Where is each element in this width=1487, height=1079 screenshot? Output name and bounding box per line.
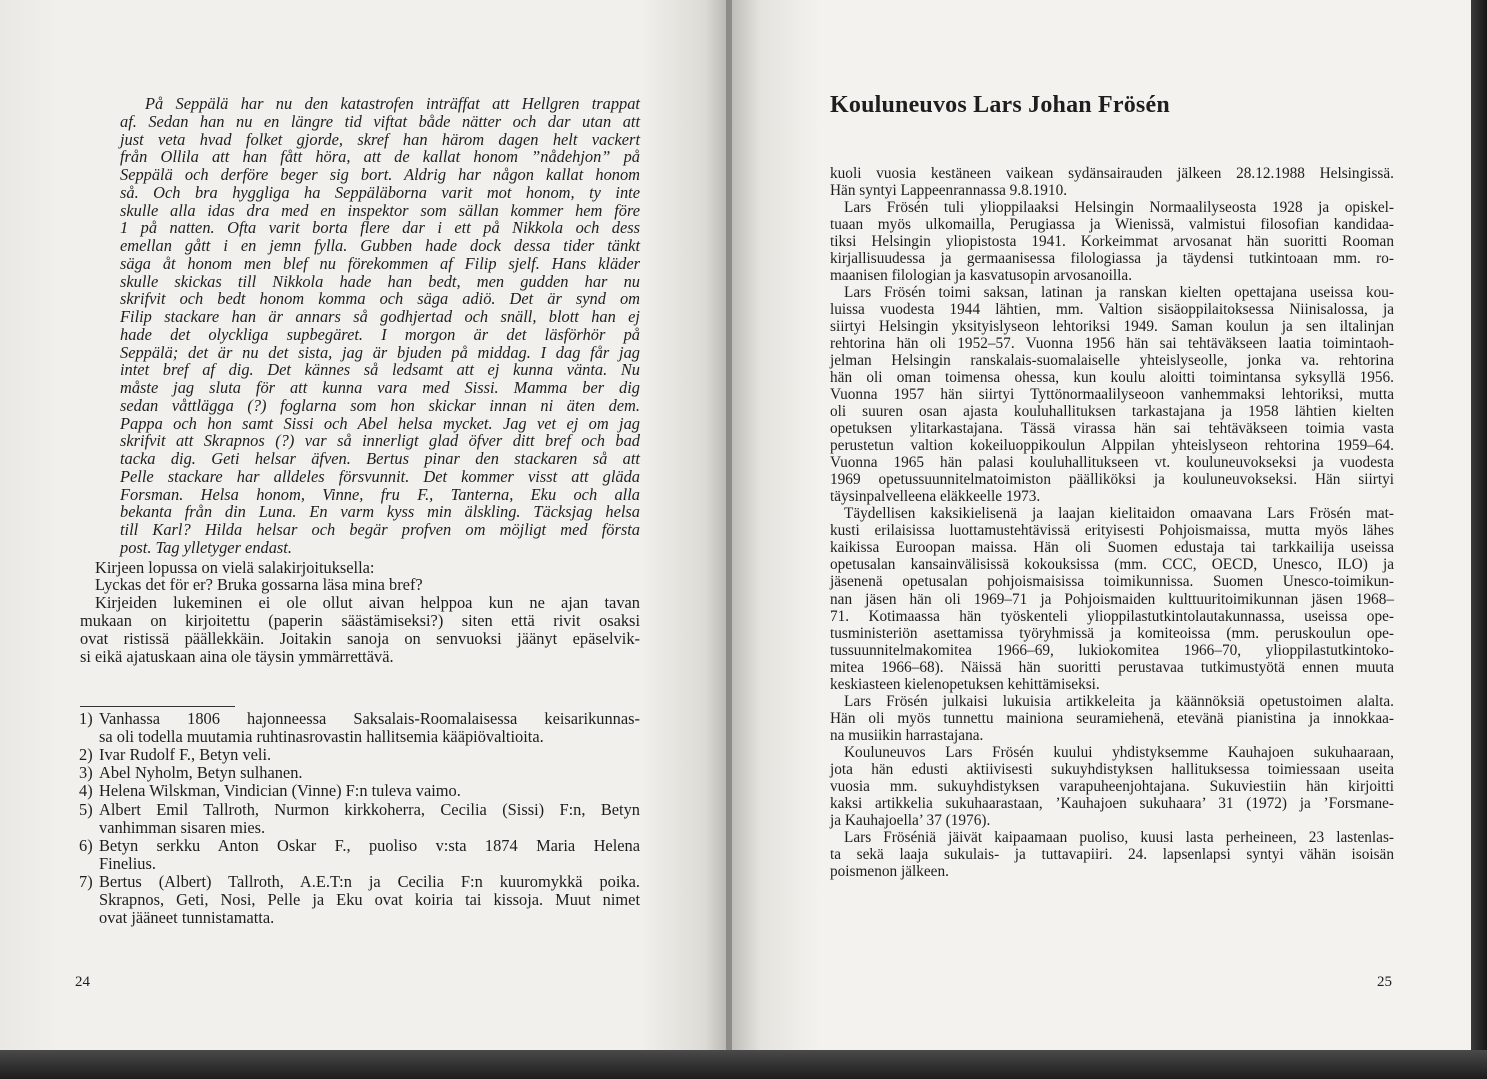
article-line: siirtyi Helsingin yksityislyseon lehtoriksi 1949. Saman koulun ja sen iltalinjan <box>830 318 1394 336</box>
letter-line: skrifvit att Skrapnos (?) var så innerligt glad öfver ditt bref och bad <box>120 431 640 451</box>
article-line: rehtorina hän oli 1952–57. Vuonna 1956 hän sai tehtäväkseen laatia toimintaoh- <box>830 335 1394 353</box>
footnote-number: 2) <box>79 745 93 765</box>
letter-line: skulle alla idas dra med en inspektor som sällan kommer hem före <box>120 200 640 220</box>
footnote-line: Betyn serkku Anton Oskar F., puoliso v:sta 1874 Maria Helena <box>99 835 640 855</box>
article-line: Vuonna 1965 hän palasi kouluhallitukseen vt. kouluneuvokseksi ja vuodesta <box>830 454 1394 472</box>
article-line: tiksi Helsingin yliopistosta 1941. Korkeimmat arvosanat hän suoritti Rooman <box>830 233 1394 251</box>
letter-line: så. Och bra hyggliga ha Seppäläborna varit mot honom, ty inte <box>120 182 640 202</box>
letter-line: emellan gått i en jemn fylla. Gubben hade dock dessa tider tänkt <box>120 236 640 255</box>
footnote-line: Finelius. <box>99 853 156 873</box>
letter-line: just veta hvad folket gjorde, skref han härom dagen helt vackert <box>120 129 640 149</box>
footnote-number: 4) <box>79 781 93 801</box>
footnote-line: Bertus (Albert) Tallroth, A.E.T:n ja Cecilia F:n kuuromykkä poika. <box>99 871 640 891</box>
footnote-line: Helena Wilskman, Vindician (Vinne) F:n tuleva vaimo. <box>99 781 461 801</box>
article-line: tuaan myös ulkomailla, Perugiassa ja Wienissä, valmistui filosofian kandidaa- <box>830 216 1394 234</box>
letter-line: 1 på natten. Ofta varit borta flere dar i ett på Nikkola och dess <box>120 218 640 238</box>
letter-line: Forsman. Helsa honom, Vinne, fru F., Tanterna, Eku och alla <box>120 484 640 504</box>
article-line: ja Kauhajoella’ 37 (1976). <box>830 811 991 829</box>
article-line: 71. Kotimaassa hän työskenteli ylioppilastutkintolautakunnassa, useissa ope- <box>830 607 1394 625</box>
article-line: opetuksen ylitarkastajana. Tässä virassa hän sai tehtäväkseen toimia vasta <box>830 420 1394 438</box>
letter-line: måste jag sluta för att kunna vara med Sissi. Mamma ber dig <box>120 378 640 397</box>
footnote-number: 5) <box>79 799 93 819</box>
footnote-line: sa oli todella muutamia ruhtinasrovastin hallitsemia kääpiövaltioita. <box>99 727 544 747</box>
scan-edge <box>1471 0 1487 1050</box>
article-line: kirjallisuudessa ja germaanisessa filologiassa ja täydensi tutkintoaan mm. ro- <box>830 250 1394 268</box>
footnote-line: Albert Emil Tallroth, Nurmon kirkkoherra, Cecilia (Sissi) F:n, Betyn <box>99 799 640 819</box>
body-line: Kirjeiden lukeminen ei ole ollut aivan helppoa kun ne ajan tavan <box>95 593 640 613</box>
article-line: Kouluneuvos Lars Frösén kuului yhdistyksemme Kauhajoen sukuhaaraan, <box>844 743 1394 761</box>
footnote-number: 3) <box>79 763 93 783</box>
footnote-number: 6) <box>79 835 93 855</box>
letter-line: till Karl? Hilda helsar och begär profven om möjligt med första <box>120 520 640 539</box>
article-line: Lars Frösén tuli ylioppilaaksi Helsingin Normaalilyseosta 1928 ja opiskel- <box>844 199 1394 217</box>
letter-line: Pappa och hon samt Sissi och Abel helsa mycket. Jag vet ej om jag <box>120 413 640 433</box>
article-title: Kouluneuvos Lars Johan Frösén <box>830 92 1170 118</box>
article-line: tusministeriön asettamissa työryhmissä ja komiteoissa (mm. peruskoulun ope- <box>830 624 1394 642</box>
article-line: na musiikin harrastajana. <box>830 726 984 744</box>
article-line: kusti erilaisissa luottamustehtävissä erityisesti Pohjoismaissa, mutta myös lähes <box>830 522 1394 540</box>
page-number-right: 25 <box>1377 974 1392 990</box>
footnote-line: vanhimman sisaren mies. <box>99 817 266 837</box>
article-line: Lars Frösén toimi saksan, latinan ja ranskan kielten opettajana useissa kou- <box>844 284 1394 302</box>
article-line: poismenon jälkeen. <box>830 862 949 880</box>
article-line: kaksi artikkelia sukuhaarastaan, ’Kauhajoen sukuhaara’ 31 (1972) ja ’Forsmane- <box>830 794 1394 812</box>
letter-line: sedan våttlägga (?) foglarna som hon skickar innan ni äten dem. <box>120 395 640 415</box>
letter-line: från Ollila att han fått höra, att de kallat honom ”nådehjon” på <box>120 147 640 167</box>
letter-line: post. Tag ylletyger endast. <box>120 537 292 557</box>
article-line: 1969 opetussuunnitelmatoimiston päälliköksi ja kouluneuvokseksi. Hän siirtyi <box>830 471 1394 489</box>
article-line: keskiasteen kielenopetuksen kehittämiseksi. <box>830 675 1100 693</box>
letter-line: bekanta från din Luna. En varm kyss min älskling. Täcksjag helsa <box>120 502 640 522</box>
footnote-line: Ivar Rudolf F., Betyn veli. <box>99 745 272 765</box>
article-line: Hän oli myös tunnettu mainiona seuramiehenä, etevänä pianistina ja innokkaa- <box>830 709 1394 727</box>
article-line: opetusalan kansainvälisissä kokouksissa (mm. CCC, OECD, Unesco, ILO) ja <box>830 556 1394 574</box>
body-line: Kirjeen lopussa on vielä salakirjoituksella: <box>95 557 375 577</box>
footnote-number: 7) <box>79 871 93 891</box>
article-line: luissa vuodesta 1944 lähtien, mm. Valtion sisäoppilaitoksessa Niinisalossa, ja <box>830 301 1394 319</box>
body-line: mukaan on kirjoitettu (paperin säästämiseksi?) siten että rivit osaksi <box>80 610 640 630</box>
article-line: oli suuren osan ajasta kouluhallituksen tarkastajana ja 1958 lähtien kielten <box>830 403 1394 421</box>
letter-line: skrifvit och bedt honom komma och säga adiö. Det är synd om <box>120 289 640 309</box>
page-number-left: 24 <box>75 974 90 990</box>
letter-line: Seppälä; det är nu det sista, jag är bjuden på middag. I dag får jag <box>120 342 640 362</box>
letter-line: säga åt honom men blef nu förekommen af Filip sjelf. Hans kläder <box>120 253 640 273</box>
letter-line: Pelle stackare har alldeles försvunnit. Det kommer visst att gläda <box>120 466 640 486</box>
letter-line: På Seppälä har nu den katastrofen inträffat att Hellgren trappat <box>145 94 640 113</box>
footnote-number: 1) <box>79 709 93 728</box>
article-line: vuosia mm. sukuyhdistyksen varapuheenjohtajana. Sukuviestiin hän kirjoitti <box>830 777 1394 795</box>
article-line: hän oli oman toimensa ohessa, kun koulu aloitti toimintansa syksyllä 1956. <box>830 369 1394 387</box>
article-line: mitea 1966–68). Näissä hän suoritti perustavaa tutkimustyötä ennen muuta <box>830 658 1394 676</box>
article-line: Täydellisen kaksikielisenä ja laajan kielitaidon omaavana Lars Frösén mat- <box>844 505 1394 523</box>
article-line: maanisen filologian ja kasvatusopin arvosanoilla. <box>830 267 1133 285</box>
book-gutter <box>726 0 732 1050</box>
body-line: si eikä ajatuskaan aina ole täysin ymmärrettävä. <box>80 646 394 666</box>
footnote-line: ovat jääneet tunnistamatta. <box>99 908 275 928</box>
footnote-line: Vanhassa 1806 hajonneessa Saksalais-Roomalaisessa keisarikunnas- <box>99 709 640 728</box>
article-line: jota hän edusti aktiivisesti sukuyhdistyksen hallituksessa toimiessaan useita <box>830 760 1394 778</box>
article-line: jäsenenä opetusalan pohjoismaisissa toimikunnissa. Suomen Unesco-toimikun- <box>830 573 1394 591</box>
scan-bottom-edge <box>0 1050 1487 1079</box>
letter-line: af. Sedan han nu en längre tid viftat både nätter och dar utan att <box>120 111 640 131</box>
body-line: Lyckas det för er? Bruka gossarna läsa mina bref? <box>95 575 423 595</box>
article-line: jelman Helsingin ranskalais-suomalaiselle yhteislyseolle, jonka va. rehtorina <box>830 352 1394 370</box>
footnote-line: Skrapnos, Geti, Nosi, Pelle ja Eku ovat koiria tai kissoja. Muut nimet <box>99 890 640 909</box>
article-line: täysinpalvelleena eläkkeelle 1973. <box>830 488 1041 506</box>
letter-line: intet bref af dig. Det kännes så ledsamt att ej kunna vänta. Nu <box>120 360 640 380</box>
article-line: Vuonna 1957 hän siirtyi Tyttönormaalilyseoon vanhemmaksi lehtoriksi, mutta <box>830 386 1394 404</box>
letter-line: Filip stackare han är annars så godhjertad och snäll, blott han ej <box>120 307 640 326</box>
body-line: ovat ristissä päällekkäin. Joitakin sanoja on senvuoksi jäänyt epäselvik- <box>80 628 640 648</box>
article-line: Hän syntyi Lappeenrannassa 9.8.1910. <box>830 182 1068 200</box>
article-line: nan jäsen hän oli 1969–71 ja Pohjoismaiden kulttuuritoimikunnan jäsen 1968– <box>830 590 1394 608</box>
letter-line: skulle skickas till Nikkola hade han bedt, men gudden har nu <box>120 271 640 291</box>
article-line: kaikissa Euroopan maissa. Hän oli Suomen edustaja tai tarkkailija useissa <box>830 539 1394 557</box>
letter-line: tacka dig. Geti helsar äfven. Bertus pinar den stackaren så att <box>120 449 640 468</box>
footnote-rule <box>80 706 235 707</box>
letter-line: hade det olyckliga supbegäret. I morgon är det läsförhör på <box>120 324 640 344</box>
article-line: Lars Fröséniä jäivät kaipaamaan puoliso, kuusi lasta perheineen, 23 lastenlas- <box>844 828 1394 846</box>
article-line: ta sekä laaja sukulais- ja tuttavapiiri. 24. lapsenlapsi syntyi vähän isoisän <box>830 845 1394 863</box>
article-line: kuoli vuosia kestäneen vaikean sydänsairauden jälkeen 28.12.1988 Helsingissä. <box>830 165 1394 182</box>
footnote-line: Abel Nyholm, Betyn sulhanen. <box>99 763 303 783</box>
letter-line: Seppälä och derföre beger sig bort. Aldrig har någon kallat honom <box>120 165 640 184</box>
article-line: tussuunnitelmakomitea 1966–69, lukiokomitea 1966–70, ylioppilastutkintoko- <box>830 641 1394 659</box>
article-line: Lars Frösén julkaisi lukuisia artikkeleita ja käännöksiä opetustoimen alalta. <box>844 692 1394 710</box>
article-line: perustetun valtion kokeiluoppikoulun Alppilan yhteislyseon rehtorina 1959–64. <box>830 437 1394 455</box>
